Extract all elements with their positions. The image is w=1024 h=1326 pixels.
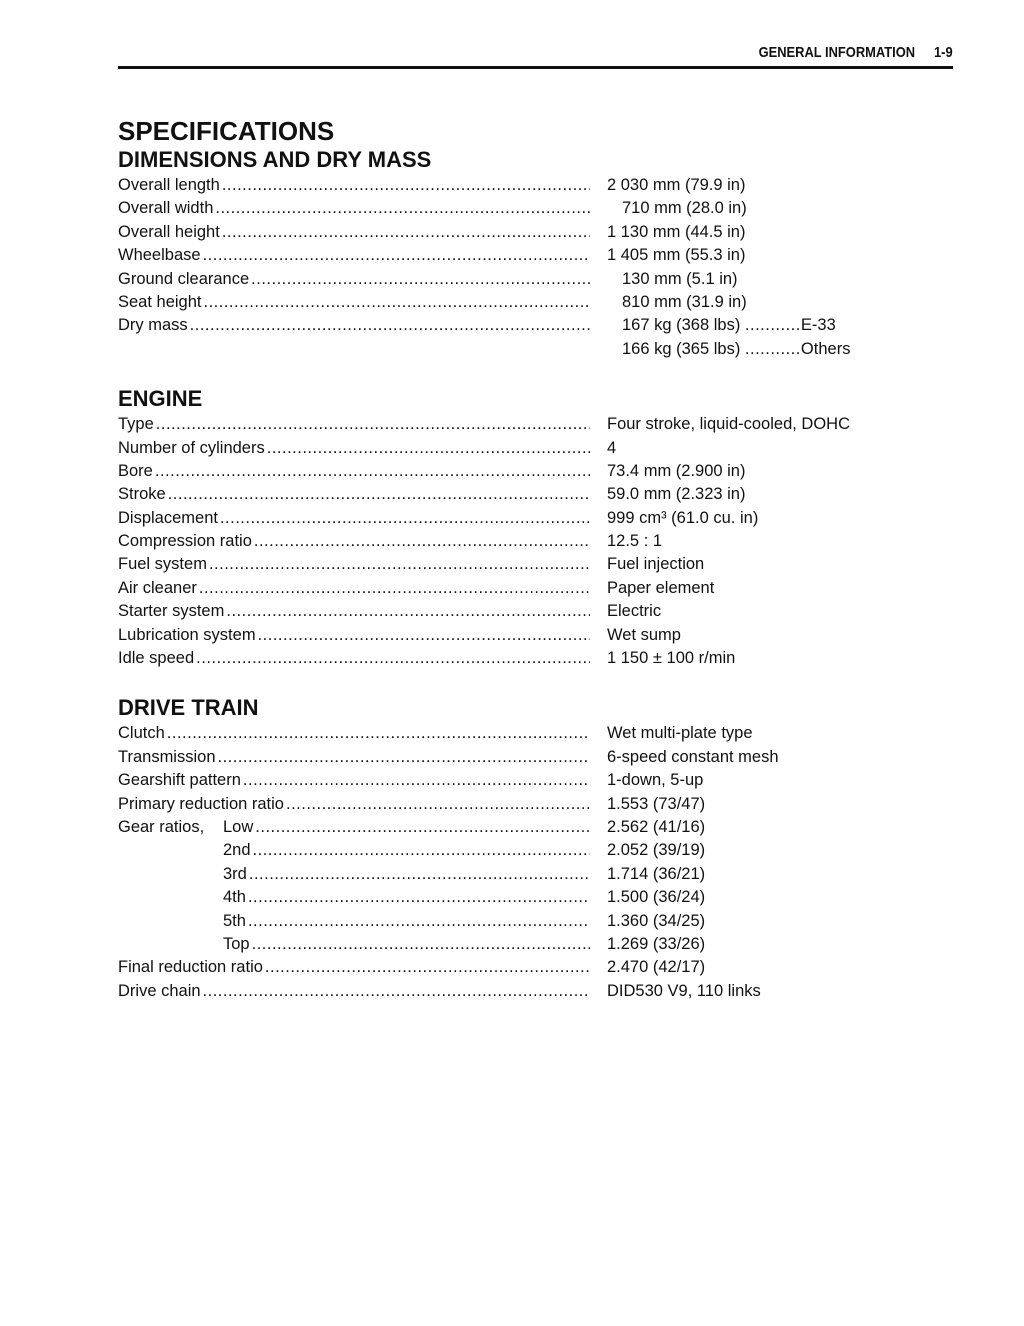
page-title: SPECIFICATIONS bbox=[118, 116, 335, 146]
spec-value-text: 999 cm³ (61.0 cu. in) bbox=[607, 508, 759, 527]
spec-value-text: 1.714 (36/21) bbox=[607, 864, 706, 883]
spec-label-text: Transmission bbox=[118, 747, 216, 766]
spec-value-text: 1 405 mm (55.3 in) bbox=[607, 246, 746, 265]
spec-value-text: 2 030 mm (79.9 in) bbox=[607, 176, 746, 194]
spec-label-column bbox=[118, 577, 590, 600]
header-page-number: 1-9 bbox=[934, 44, 953, 61]
dot-leader bbox=[745, 314, 801, 337]
spec-label-column bbox=[118, 483, 590, 506]
spec-row bbox=[118, 793, 953, 816]
spec-label-column bbox=[118, 793, 590, 816]
spec-value bbox=[590, 483, 745, 506]
dot-leader bbox=[215, 197, 590, 220]
spec-label bbox=[118, 174, 222, 197]
dot-leader bbox=[199, 577, 590, 600]
spec-label-column bbox=[118, 437, 590, 460]
spec-value-text: DID530 V9, 110 links bbox=[607, 981, 761, 1000]
spec-value bbox=[590, 413, 850, 436]
spec-label-column bbox=[118, 197, 590, 220]
spec-label-column bbox=[118, 460, 590, 483]
spec-value bbox=[590, 769, 703, 792]
spec-label-column bbox=[118, 413, 590, 436]
dot-leader bbox=[167, 722, 590, 745]
section-heading: DRIVE TRAIN bbox=[118, 695, 259, 721]
dot-leader bbox=[254, 530, 590, 553]
spec-row bbox=[118, 910, 953, 933]
spec-label bbox=[118, 197, 215, 220]
section-heading: ENGINE bbox=[118, 386, 203, 412]
spec-label-text: Final reduction ratio bbox=[118, 958, 263, 977]
spec-value bbox=[590, 933, 705, 956]
spec-value bbox=[590, 600, 661, 623]
spec-row bbox=[118, 886, 953, 909]
spec-label-text: Bore bbox=[118, 461, 153, 480]
spec-section bbox=[118, 385, 953, 670]
spec-label bbox=[118, 863, 249, 886]
spec-value bbox=[590, 338, 850, 361]
spec-label bbox=[118, 483, 168, 506]
spec-value-text: 12.5 : 1 bbox=[607, 532, 663, 551]
spec-value bbox=[590, 886, 705, 909]
dot-leader bbox=[218, 746, 591, 769]
spec-label-text: Compression ratio bbox=[118, 532, 252, 551]
spec-value-text: 1-down, 5-up bbox=[607, 771, 704, 790]
spec-value-text: 1 150 ± 100 r/min bbox=[607, 649, 736, 668]
spec-value bbox=[590, 980, 761, 1003]
spec-value-suffix: E-33 bbox=[800, 316, 836, 335]
spec-row bbox=[118, 933, 953, 956]
spec-label-text: Stroke bbox=[118, 485, 166, 504]
spec-label-column bbox=[118, 769, 590, 792]
spec-label bbox=[118, 624, 258, 647]
spec-label-column bbox=[118, 956, 590, 979]
spec-row bbox=[118, 600, 953, 623]
spec-row bbox=[118, 221, 953, 244]
spec-value bbox=[590, 553, 704, 576]
dot-leader bbox=[252, 933, 590, 956]
spec-value-text: 167 kg (368 lbs) bbox=[622, 316, 741, 335]
dot-leader bbox=[220, 507, 590, 530]
spec-value bbox=[590, 816, 705, 839]
spec-row bbox=[118, 624, 953, 647]
spec-label-text: Gearshift pattern bbox=[118, 771, 241, 790]
spec-label-text: Primary reduction ratio bbox=[118, 794, 284, 813]
spec-label-text: Number of cylinders bbox=[118, 438, 265, 457]
spec-label-text: Wheelbase bbox=[118, 246, 201, 265]
spec-value bbox=[590, 577, 714, 600]
dot-leader bbox=[265, 956, 590, 979]
spec-value-text: 1.269 (33/26) bbox=[607, 934, 706, 953]
dot-leader bbox=[222, 221, 590, 244]
page-header bbox=[118, 44, 953, 69]
spec-label-text: Seat height bbox=[118, 292, 202, 311]
spec-row bbox=[118, 437, 953, 460]
spec-label-column bbox=[118, 314, 590, 337]
spec-value bbox=[590, 624, 681, 647]
spec-value bbox=[590, 460, 745, 483]
spec-label-column bbox=[118, 244, 590, 267]
spec-row bbox=[118, 338, 953, 361]
spec-value-text: Paper element bbox=[607, 578, 715, 597]
spec-sublabel: 5th bbox=[223, 911, 246, 930]
spec-row bbox=[118, 483, 953, 506]
spec-label bbox=[118, 314, 190, 337]
spec-label-column bbox=[118, 600, 590, 623]
spec-label-column bbox=[118, 530, 590, 553]
spec-row bbox=[118, 647, 953, 670]
spec-label bbox=[118, 839, 253, 862]
spec-label-column bbox=[118, 839, 590, 862]
spec-row bbox=[118, 816, 953, 839]
spec-label-column bbox=[118, 980, 590, 1003]
spec-value bbox=[590, 197, 747, 220]
spec-value-text: 1.553 (73/47) bbox=[607, 794, 706, 813]
spec-row bbox=[118, 553, 953, 576]
spec-row bbox=[118, 769, 953, 792]
spec-value bbox=[590, 507, 758, 530]
spec-row bbox=[118, 980, 953, 1003]
spec-value-text: 710 mm (28.0 in) bbox=[622, 199, 747, 218]
spec-label bbox=[118, 980, 203, 1003]
spec-value bbox=[590, 291, 747, 314]
spec-label-column bbox=[118, 291, 590, 314]
spec-label bbox=[118, 647, 196, 670]
spec-value-text: Four stroke, liquid-cooled, DOHC bbox=[607, 415, 851, 434]
section-heading: DIMENSIONS AND DRY MASS bbox=[118, 147, 432, 172]
spec-label bbox=[118, 722, 167, 745]
spec-sublabel: 2nd bbox=[223, 841, 251, 860]
spec-value-text: 1.500 (36/24) bbox=[607, 888, 706, 907]
spec-label-column bbox=[118, 910, 590, 933]
spec-label-text: Overall length bbox=[118, 176, 220, 194]
spec-sublabel: 3rd bbox=[223, 864, 247, 883]
spec-row bbox=[118, 413, 953, 436]
spec-value-text: 1.360 (34/25) bbox=[607, 911, 706, 930]
dot-leader bbox=[248, 886, 590, 909]
spec-label-text: Overall width bbox=[118, 199, 214, 218]
spec-value bbox=[590, 244, 745, 267]
spec-value bbox=[590, 221, 745, 244]
spec-label bbox=[118, 816, 255, 839]
spec-value bbox=[590, 793, 705, 816]
header-text bbox=[759, 44, 953, 61]
spec-label-column bbox=[118, 624, 590, 647]
spec-label-text: Fuel system bbox=[118, 555, 207, 574]
spec-label-text: Lubrication system bbox=[118, 625, 256, 644]
spec-label bbox=[118, 221, 222, 244]
spec-label bbox=[118, 577, 199, 600]
spec-label bbox=[118, 460, 155, 483]
dot-leader bbox=[258, 624, 590, 647]
spec-sublabel: Low bbox=[223, 817, 254, 836]
spec-row bbox=[118, 577, 953, 600]
spec-value bbox=[590, 647, 735, 670]
spec-value bbox=[590, 746, 779, 769]
dot-leader bbox=[196, 647, 590, 670]
spec-row bbox=[118, 863, 953, 886]
spec-label-text: Overall height bbox=[118, 222, 220, 241]
spec-label-column bbox=[118, 746, 590, 769]
spec-label-column bbox=[118, 816, 590, 839]
spec-label-text: Displacement bbox=[118, 508, 218, 527]
spec-label bbox=[118, 268, 251, 291]
spec-row bbox=[118, 956, 953, 979]
spec-label-text: Starter system bbox=[118, 602, 225, 621]
spec-label-column bbox=[118, 886, 590, 909]
spec-label-column bbox=[118, 647, 590, 670]
spec-value-text: 810 mm (31.9 in) bbox=[622, 292, 747, 311]
spec-row bbox=[118, 244, 953, 267]
dot-leader bbox=[267, 437, 590, 460]
spec-section bbox=[118, 146, 953, 361]
spec-label bbox=[118, 769, 243, 792]
spec-value bbox=[590, 722, 753, 745]
dot-leader bbox=[226, 600, 590, 623]
spec-value-text: 2.562 (41/16) bbox=[607, 817, 706, 836]
spec-row bbox=[118, 174, 953, 197]
dot-leader bbox=[209, 553, 590, 576]
dot-leader bbox=[155, 460, 590, 483]
spec-row bbox=[118, 291, 953, 314]
spec-label bbox=[118, 413, 156, 436]
spec-label-text: Dry mass bbox=[118, 316, 188, 335]
spec-value-text: 1 130 mm (44.5 in) bbox=[607, 222, 746, 241]
dot-leader bbox=[203, 980, 590, 1003]
dot-leader bbox=[203, 291, 590, 314]
spec-label bbox=[118, 933, 252, 956]
spec-value-text: 166 kg (365 lbs) bbox=[622, 339, 741, 358]
spec-label-text: Ground clearance bbox=[118, 269, 250, 288]
spec-label-text: Gear ratios, bbox=[118, 817, 205, 836]
spec-label-column bbox=[118, 863, 590, 886]
spec-row bbox=[118, 197, 953, 220]
spec-value-text: 130 mm (5.1 in) bbox=[622, 269, 738, 288]
spec-row bbox=[118, 460, 953, 483]
spec-label bbox=[118, 910, 248, 933]
header-section: GENERAL INFORMATION bbox=[758, 44, 916, 61]
spec-label-column bbox=[118, 221, 590, 244]
spec-sublabel: 4th bbox=[223, 888, 246, 907]
dot-leader bbox=[248, 910, 590, 933]
spec-value-text: 6-speed constant mesh bbox=[607, 747, 779, 766]
spec-value bbox=[590, 268, 738, 291]
spec-row bbox=[118, 268, 953, 291]
spec-label bbox=[118, 244, 203, 267]
spec-value-text: 59.0 mm (2.323 in) bbox=[607, 485, 746, 504]
spec-label bbox=[118, 507, 220, 530]
spec-label bbox=[118, 956, 265, 979]
spec-label-column bbox=[118, 174, 590, 197]
spec-label-column bbox=[118, 553, 590, 576]
dot-leader bbox=[203, 244, 590, 267]
spec-row bbox=[118, 722, 953, 745]
spec-row bbox=[118, 530, 953, 553]
dot-leader bbox=[222, 174, 590, 197]
page-content bbox=[118, 116, 953, 1027]
spec-value bbox=[590, 910, 705, 933]
dot-leader bbox=[243, 769, 590, 792]
spec-label-column bbox=[118, 268, 590, 291]
spec-label-column bbox=[118, 722, 590, 745]
dot-leader bbox=[251, 268, 590, 291]
spec-label bbox=[118, 437, 267, 460]
spec-label-text: Clutch bbox=[118, 724, 165, 743]
spec-row bbox=[118, 839, 953, 862]
spec-label bbox=[118, 530, 254, 553]
spec-value bbox=[590, 863, 705, 886]
spec-value bbox=[590, 437, 616, 460]
spec-sections bbox=[118, 146, 953, 1003]
spec-value-text: 73.4 mm (2.900 in) bbox=[607, 461, 746, 480]
spec-row bbox=[118, 507, 953, 530]
dot-leader bbox=[190, 314, 590, 337]
spec-label-column bbox=[118, 507, 590, 530]
dot-leader bbox=[255, 816, 590, 839]
spec-sublabel: Top bbox=[223, 934, 250, 953]
dot-leader bbox=[168, 483, 590, 506]
dot-leader bbox=[249, 863, 590, 886]
spec-value bbox=[590, 174, 745, 197]
spec-value bbox=[590, 314, 836, 337]
spec-label bbox=[118, 886, 248, 909]
spec-label-text: Air cleaner bbox=[118, 578, 197, 597]
spec-section bbox=[118, 694, 953, 1003]
spec-value-text: Wet sump bbox=[607, 625, 681, 644]
dot-leader bbox=[745, 338, 801, 361]
dot-leader bbox=[156, 413, 590, 436]
spec-label-text: Idle speed bbox=[118, 649, 195, 668]
spec-value-text: 2.470 (42/17) bbox=[607, 958, 706, 977]
spec-row bbox=[118, 746, 953, 769]
spec-value-text: 2.052 (39/19) bbox=[607, 841, 706, 860]
spec-value bbox=[590, 530, 662, 553]
dot-leader bbox=[253, 839, 590, 862]
dot-leader bbox=[286, 793, 590, 816]
spec-label bbox=[118, 600, 226, 623]
spec-label bbox=[118, 746, 218, 769]
spec-label-text: Drive chain bbox=[118, 981, 201, 1000]
spec-label bbox=[118, 553, 209, 576]
spec-row bbox=[118, 314, 953, 337]
spec-label-column bbox=[118, 933, 590, 956]
spec-value-text: Electric bbox=[607, 602, 662, 621]
spec-label-text: Type bbox=[118, 415, 154, 434]
spec-label bbox=[118, 291, 203, 314]
spec-value bbox=[590, 956, 705, 979]
spec-value-suffix: Others bbox=[800, 339, 851, 358]
spec-value-text: Wet multi-plate type bbox=[607, 724, 753, 743]
spec-value-text: 4 bbox=[607, 438, 617, 457]
spec-value bbox=[590, 839, 705, 862]
spec-value-text: Fuel injection bbox=[607, 555, 705, 574]
spec-label bbox=[118, 793, 286, 816]
spec-label-column bbox=[118, 338, 590, 361]
